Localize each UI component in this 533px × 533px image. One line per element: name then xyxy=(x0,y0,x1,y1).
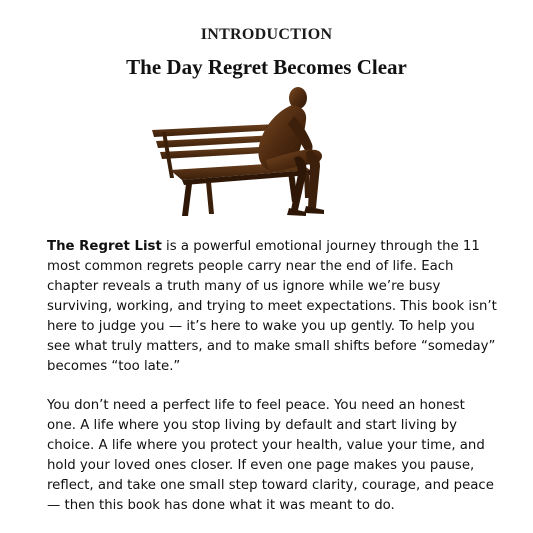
person-on-bench-icon xyxy=(148,86,358,221)
paragraph-1-text: is a powerful emotional journey through the 11 most common regrets people carry near the end of life. Each chapter reveals a truth many of us ignore while we’re busy surviving, working, and trying to meet expectations. This book isn’t here to judge you — it’s here to wake you up gently. To help you see what truly matters, and to make small shifts before “someday” becomes “too late.” xyxy=(47,239,497,374)
introduction-body xyxy=(47,237,497,516)
page-title: The Day Regret Becomes Clear xyxy=(126,55,407,79)
book-title-lead: The Regret List xyxy=(47,239,162,254)
section-kicker: INTRODUCTION xyxy=(200,26,333,43)
paragraph-1 xyxy=(47,237,497,377)
paragraph-2: You don’t need a perfect life to feel peace. You need an honest one. A life where you stop living by default and start living by choice. A life where you protect your health, value your time, and hold your loved ones closer. If even one page makes you pause, reflect, and take one small step toward clarity, courage, and peace — then this book has done what it was meant to do. xyxy=(47,398,494,513)
